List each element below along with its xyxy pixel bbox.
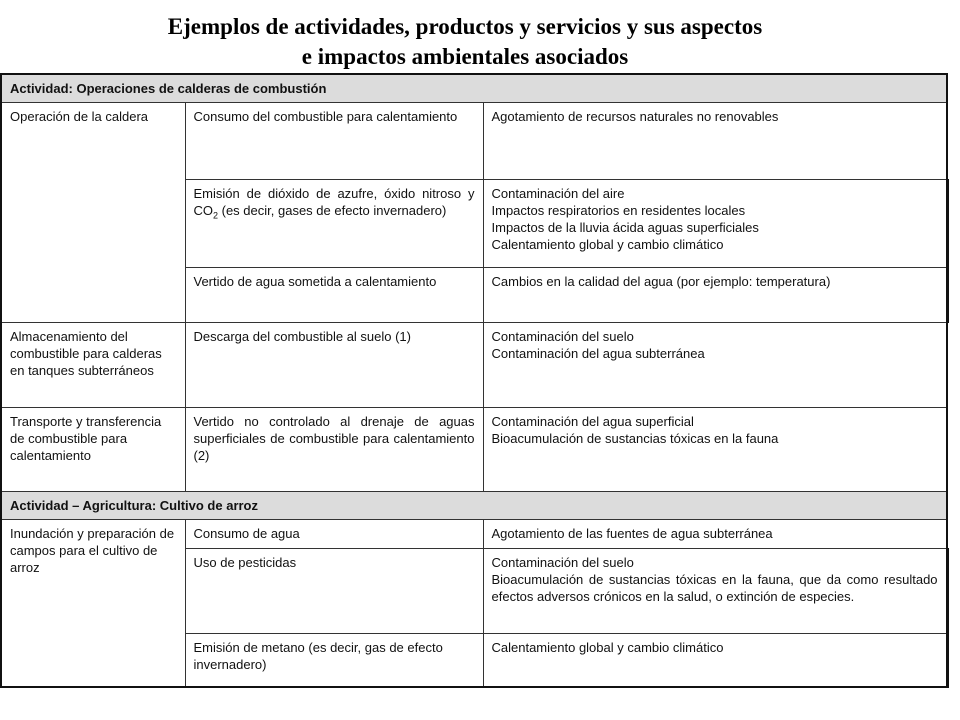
activity-cell: Transporte y transferencia de combustible para calentamiento <box>1 407 185 491</box>
aspect-cell: Uso de pesticidas <box>185 548 483 633</box>
aspect-cell: Descarga del combustible al suelo (1) <box>185 322 483 407</box>
impact-line: Bioacumulación de sustancias tóxicas en la fauna, que da como resultado efectos adversos crónicos en la salud, o extinción de especies. <box>491 571 938 604</box>
section-header-row <box>1 74 947 102</box>
aspect-text: (es decir, gases de efecto invernadero) <box>218 202 447 218</box>
impact-cell <box>483 633 947 687</box>
activity-cell: Operación de la caldera <box>1 102 185 322</box>
impact-line: Contaminación del agua superficial <box>491 413 694 429</box>
aspect-subscript: 2 <box>213 210 219 221</box>
impact-cell <box>483 179 947 267</box>
impact-line: Calentamiento global y cambio climático <box>491 236 724 252</box>
impact-line: Agotamiento de recursos naturales no renovables <box>491 108 779 124</box>
impact-cell <box>483 407 947 491</box>
aspect-cell <box>185 179 483 267</box>
impact-line: Contaminación del agua subterránea <box>491 345 705 361</box>
section-header-agricultura: Actividad – Agricultura: Cultivo de arroz <box>1 491 947 519</box>
aspect-text: Emisión de dióxido de azufre, óxido nitroso y CO <box>193 185 475 218</box>
table-row <box>1 519 947 548</box>
impact-cell <box>483 519 947 548</box>
aspect-cell: Emisión de metano (es decir, gas de efecto invernadero) <box>185 633 483 687</box>
activity-cell: Inundación y preparación de campos para el cultivo de arroz <box>1 519 185 687</box>
table-row <box>1 322 947 407</box>
impact-cell <box>483 102 947 179</box>
title-line-2: e impactos ambientales asociados <box>301 44 629 69</box>
impact-line: Impactos respiratorios en residentes locales <box>491 202 746 218</box>
activity-cell: Almacenamiento del combustible para calderas en tanques subterráneos <box>1 322 185 407</box>
impact-line: Cambios en la calidad del agua (por ejemplo: temperatura) <box>491 273 831 289</box>
aspect-cell: Vertido no controlado al drenaje de aguas superficiales de combustible para calentamiento (2) <box>185 407 483 491</box>
page-title <box>0 12 930 72</box>
table-row <box>1 407 947 491</box>
impact-cell <box>483 267 947 322</box>
aspect-cell: Consumo del combustible para calentamiento <box>185 102 483 179</box>
impact-line: Contaminación del suelo <box>491 328 634 344</box>
aspect-cell: Vertido de agua sometida a calentamiento <box>185 267 483 322</box>
impact-line: Bioacumulación de sustancias tóxicas en la fauna <box>491 430 779 446</box>
section-header-row <box>1 491 947 519</box>
impact-line: Agotamiento de las fuentes de agua subterránea <box>491 525 773 541</box>
impact-cell <box>483 548 947 633</box>
aspect-cell: Consumo de agua <box>185 519 483 548</box>
impact-line: Contaminación del aire <box>491 185 625 201</box>
impact-line: Contaminación del suelo <box>491 554 634 570</box>
title-line-1: Ejemplos de actividades, productos y servicios y sus aspectos <box>167 14 763 39</box>
impact-line: Calentamiento global y cambio climático <box>491 639 724 655</box>
aspects-impacts-table <box>0 73 950 695</box>
impact-line: Impactos de la lluvia ácida aguas superficiales <box>491 219 759 235</box>
impact-cell <box>483 322 947 407</box>
section-header-calderas: Actividad: Operaciones de calderas de combustión <box>1 74 947 102</box>
table-row <box>1 102 947 179</box>
